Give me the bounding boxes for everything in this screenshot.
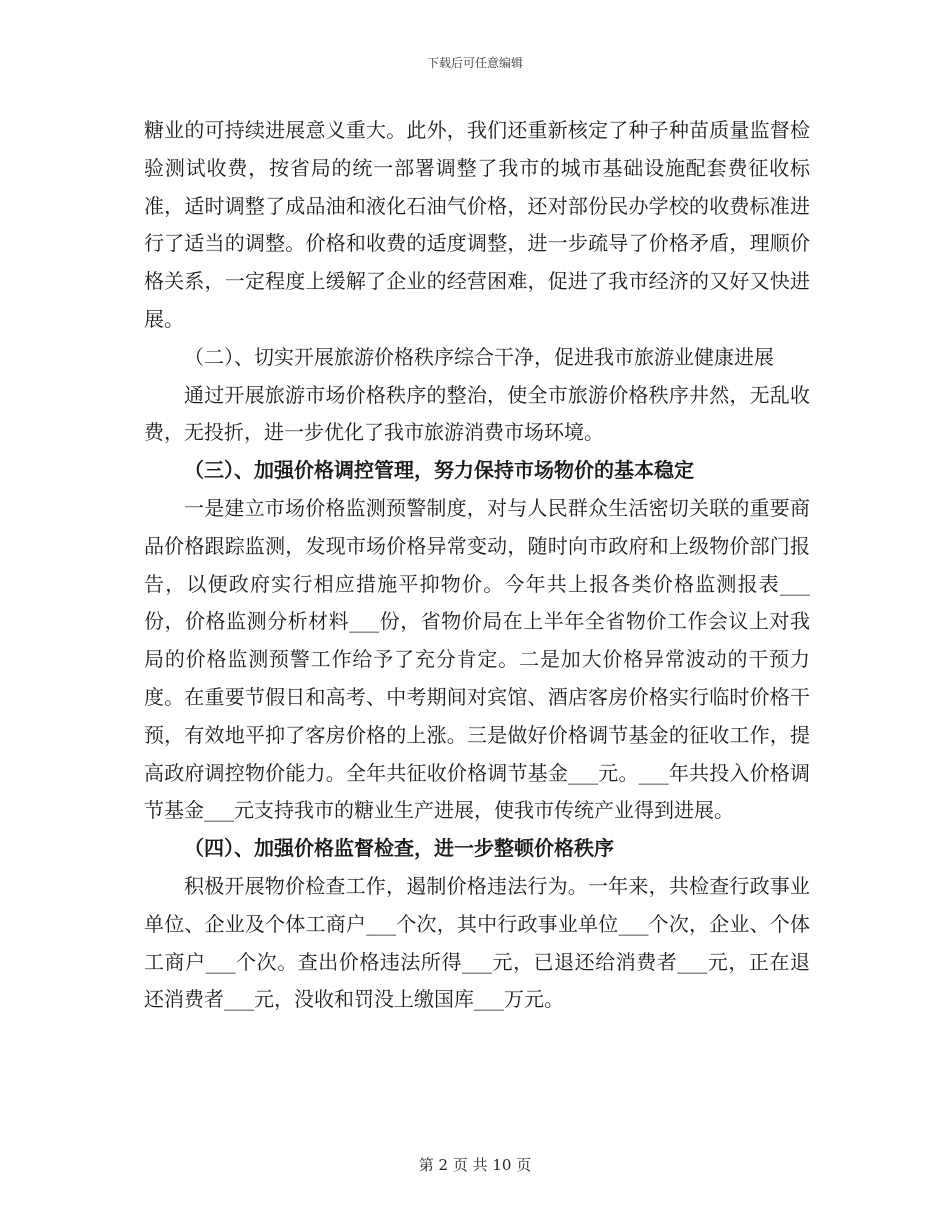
document-body	[144, 112, 810, 1019]
paragraph-inspection: 积极开展物价检查工作，遏制价格违法行为。一年来，共检查行政事业单位、企业及个体工商户___个次，其中行政事业单位___个次，企业、个体工商户___个次。查出价格违法所得___元，已退还给消费者___元，正在退还消费者___元，没收和罚没上缴国库___万元。	[144, 873, 810, 1012]
page-header: 下载后可任意编辑	[426, 56, 523, 70]
paragraph-price-control: 一是建立市场价格监测预警制度，对与人民群众生活密切关联的重要商品价格跟踪监测，发现市场价格异常变动，随时向市政府和上级物价部门报告，以便政府实行相应措施平抑物价。今年共上报各类价格监测报表___份，价格监测分析材料___份，省物价局在上半年全省物价工作会议上对我局的价格监测预警工作给予了充分肯定。二是加大价格异常波动的干预力度。在重要节假日和高考、中考期间对宾馆、酒店客房价格实行临时价格干预，有效地平抑了客房价格的上涨。三是做好价格调节基金的征收工作，提高政府调控物价能力。全年共征收价格调节基金___元。___年共投入价格调节基金___元支持我市的糖业生产进展，使我市传统产业得到进展。	[144, 495, 810, 823]
page-footer: 第 2 页 共 10 页	[418, 1156, 532, 1174]
paragraph-tourism: 通过开展旅游市场价格秩序的整治，使全市旅游价格秩序井然，无乱收费，无投折，进一步优化了我市旅游消费市场环境。	[144, 382, 810, 445]
section-heading-4: （四）、加强价格监督检查，进一步整顿价格秩序	[184, 836, 614, 861]
section-heading-3: （三）、加强价格调控管理，努力保持市场物价的基本稳定	[184, 458, 694, 483]
section-heading-2: （二）、切实开展旅游价格秩序综合干净，促进我市旅游业健康进展	[184, 344, 774, 369]
paragraph-continued: 糖业的可持续进展意义重大。此外，我们还重新核定了种子种苗质量监督检验测试收费，按省局的统一部署调整了我市的城市基础设施配套费征收标准，适时调整了成品油和液化石油气价格，还对部份民办学校的收费标准进行了适当的调整。价格和收费的适度调整，进一步疏导了价格矛盾，理顺价格关系，一定程度上缓解了企业的经营困难，促进了我市经济的又好又快进展。	[144, 118, 810, 331]
